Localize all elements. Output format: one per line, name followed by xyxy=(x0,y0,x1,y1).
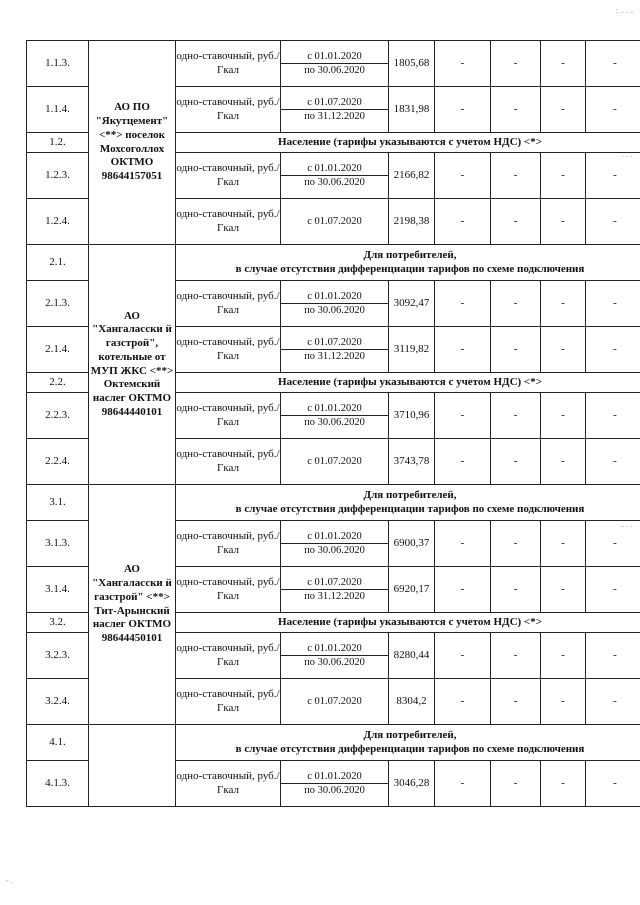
empty-value-cell: - xyxy=(435,679,491,725)
empty-value-cell: - xyxy=(541,521,586,567)
unit-cell: одно-ставочный, руб./Гкал xyxy=(176,41,281,87)
organization-cell: АО ПО "Якутцемент" <**> поселок Мохсоголлох ОКТМО 98644157051 xyxy=(89,41,176,245)
date-range-cell xyxy=(281,439,389,485)
unit-cell: одно-ставочный, руб./Гкал xyxy=(176,567,281,613)
tariff-value-cell: 3710,96 xyxy=(389,393,435,439)
date-range-cell xyxy=(281,87,389,133)
row-number-cell: 2.2.4. xyxy=(27,439,89,485)
organization-cell: АО "Хангаласски й газстрой" <**> Тит-Арынский наслег ОКТМО 98644450101 xyxy=(89,485,176,725)
table-row xyxy=(27,725,640,761)
empty-value-cell: - xyxy=(435,439,491,485)
section-header-line-1: Для потребителей, xyxy=(363,488,457,501)
date-range-cell xyxy=(281,153,389,199)
empty-value-cell: - xyxy=(491,439,541,485)
date-to: по 31.12.2020 xyxy=(281,109,388,123)
empty-value-cell: - xyxy=(491,87,541,133)
section-header-cell: Население (тарифы указываются с учетом НДС) <*> xyxy=(176,613,640,633)
empty-value-cell: - xyxy=(435,567,491,613)
row-number-cell: 4.1. xyxy=(27,725,89,761)
row-number-cell: 1.2. xyxy=(27,133,89,153)
section-header-line-2: в случае отсутствия дифференциации тарифов по схеме подключения xyxy=(235,742,585,755)
empty-value-cell: - xyxy=(435,41,491,87)
tariff-value-cell: 3046,28 xyxy=(389,761,435,807)
empty-value-cell: - xyxy=(435,521,491,567)
row-number-cell: 2.2. xyxy=(27,373,89,393)
date-to: по 30.06.2020 xyxy=(281,63,388,77)
scan-edge-mark: .. . . xyxy=(620,520,632,529)
date-from: с 01.07.2020 xyxy=(307,96,362,108)
row-number-cell: 3.1. xyxy=(27,485,89,521)
row-number-cell: 3.1.4. xyxy=(27,567,89,613)
tariff-value-cell: 3743,78 xyxy=(389,439,435,485)
date-from: с 01.01.2020 xyxy=(307,770,362,782)
tariff-value-cell: 2166,82 xyxy=(389,153,435,199)
unit-cell: одно-ставочный, руб./Гкал xyxy=(176,761,281,807)
tariff-value-cell: 3092,47 xyxy=(389,281,435,327)
empty-value-cell: - xyxy=(491,521,541,567)
unit-cell: одно-ставочный, руб./Гкал xyxy=(176,521,281,567)
empty-value-cell: - xyxy=(586,521,640,567)
empty-value-cell: - xyxy=(541,87,586,133)
date-from: с 01.01.2020 xyxy=(307,530,362,542)
empty-value-cell: - xyxy=(491,327,541,373)
empty-value-cell: - xyxy=(541,393,586,439)
section-header-cell: Население (тарифы указываются с учетом НДС) <*> xyxy=(176,373,640,393)
scan-edge-mark: . . . xyxy=(622,150,632,159)
date-to: по 31.12.2020 xyxy=(281,349,388,363)
date-range-cell xyxy=(281,281,389,327)
section-header-cell: Население (тарифы указываются с учетом НДС) <*> xyxy=(176,133,640,153)
tariff-value-cell: 1805,68 xyxy=(389,41,435,87)
date-from: с 01.01.2020 xyxy=(307,642,362,654)
tariff-value-cell: 6920,17 xyxy=(389,567,435,613)
unit-cell: одно-ставочный, руб./Гкал xyxy=(176,153,281,199)
empty-value-cell: - xyxy=(586,87,640,133)
empty-value-cell: - xyxy=(491,199,541,245)
date-from: с 01.07.2020 xyxy=(307,336,362,348)
empty-value-cell: - xyxy=(491,761,541,807)
date-range-cell xyxy=(281,41,389,87)
unit-cell: одно-ставочный, руб./Гкал xyxy=(176,633,281,679)
date-range-cell xyxy=(281,679,389,725)
row-number-cell: 3.1.3. xyxy=(27,521,89,567)
date-range-cell xyxy=(281,521,389,567)
tariff-value-cell: 6900,37 xyxy=(389,521,435,567)
date-to: по 30.06.2020 xyxy=(281,543,388,557)
unit-cell: одно-ставочный, руб./Гкал xyxy=(176,393,281,439)
date-range-cell xyxy=(281,393,389,439)
scan-edge-mark: - . xyxy=(6,876,13,885)
empty-value-cell: - xyxy=(491,153,541,199)
empty-value-cell: - xyxy=(586,761,640,807)
date-range-cell xyxy=(281,761,389,807)
empty-value-cell: - xyxy=(541,679,586,725)
empty-value-cell: - xyxy=(491,281,541,327)
section-header-cell xyxy=(176,485,640,521)
organization-cell: АО "Хангаласски й газстрой", котельные от МУП ЖКС <**> Октемский наслег ОКТМО 98644440101 xyxy=(89,245,176,485)
empty-value-cell: - xyxy=(435,87,491,133)
empty-value-cell: - xyxy=(435,327,491,373)
empty-value-cell: - xyxy=(541,153,586,199)
row-number-cell: 2.1.4. xyxy=(27,327,89,373)
empty-value-cell: - xyxy=(435,633,491,679)
section-header-line-1: Для потребителей, xyxy=(363,728,457,741)
empty-value-cell: - xyxy=(586,679,640,725)
date-range-cell xyxy=(281,567,389,613)
tariff-table-body xyxy=(27,41,640,807)
empty-value-cell: - xyxy=(491,393,541,439)
unit-cell: одно-ставочный, руб./Гкал xyxy=(176,281,281,327)
empty-value-cell: - xyxy=(586,281,640,327)
date-to: по 30.06.2020 xyxy=(281,303,388,317)
empty-value-cell: - xyxy=(541,199,586,245)
empty-value-cell: - xyxy=(491,679,541,725)
empty-value-cell: - xyxy=(586,393,640,439)
date-range-cell xyxy=(281,327,389,373)
section-header-cell xyxy=(176,725,640,761)
empty-value-cell: - xyxy=(586,633,640,679)
date-range-cell xyxy=(281,633,389,679)
row-number-cell: 1.2.3. xyxy=(27,153,89,199)
empty-value-cell: - xyxy=(541,281,586,327)
organization-cell xyxy=(89,725,176,807)
unit-cell: одно-ставочный, руб./Гкал xyxy=(176,199,281,245)
unit-cell: одно-ставочный, руб./Гкал xyxy=(176,439,281,485)
date-to: по 30.06.2020 xyxy=(281,415,388,429)
empty-value-cell: - xyxy=(586,153,640,199)
empty-value-cell: - xyxy=(541,761,586,807)
row-number-cell: 2.1. xyxy=(27,245,89,281)
empty-value-cell: - xyxy=(541,327,586,373)
empty-value-cell: - xyxy=(541,633,586,679)
date-to: по 30.06.2020 xyxy=(281,175,388,189)
date-from: с 01.01.2020 xyxy=(307,50,362,62)
empty-value-cell: - xyxy=(586,567,640,613)
empty-value-cell: - xyxy=(435,393,491,439)
date-to: по 30.06.2020 xyxy=(281,655,388,669)
empty-value-cell: - xyxy=(586,327,640,373)
row-number-cell: 3.2.3. xyxy=(27,633,89,679)
empty-value-cell: - xyxy=(586,439,640,485)
table-row xyxy=(27,485,640,521)
section-header-cell xyxy=(176,245,640,281)
empty-value-cell: - xyxy=(435,199,491,245)
table-row xyxy=(27,245,640,281)
row-number-cell: 1.2.4. xyxy=(27,199,89,245)
date-from: с 01.01.2020 xyxy=(307,402,362,414)
tariff-table xyxy=(26,40,640,807)
date-from: с 01.07.2020 xyxy=(307,695,362,707)
section-header-line-1: Для потребителей, xyxy=(363,248,457,261)
row-number-cell: 1.1.4. xyxy=(27,87,89,133)
date-from: с 01.07.2020 xyxy=(307,215,362,227)
date-range-cell xyxy=(281,199,389,245)
date-from: с 01.07.2020 xyxy=(307,455,362,467)
unit-cell: одно-ставочный, руб./Гкал xyxy=(176,327,281,373)
empty-value-cell: - xyxy=(541,439,586,485)
tariff-value-cell: 8280,44 xyxy=(389,633,435,679)
tariff-value-cell: 2198,38 xyxy=(389,199,435,245)
scan-edge-mark: : .. . .. xyxy=(615,6,634,15)
tariff-value-cell: 1831,98 xyxy=(389,87,435,133)
section-header-line-2: в случае отсутствия дифференциации тарифов по схеме подключения xyxy=(235,262,585,275)
empty-value-cell: - xyxy=(541,41,586,87)
table-row xyxy=(27,41,640,87)
date-to: по 31.12.2020 xyxy=(281,589,388,603)
empty-value-cell: - xyxy=(586,199,640,245)
empty-value-cell: - xyxy=(435,153,491,199)
date-from: с 01.01.2020 xyxy=(307,290,362,302)
row-number-cell: 2.2.3. xyxy=(27,393,89,439)
unit-cell: одно-ставочный, руб./Гкал xyxy=(176,679,281,725)
date-from: с 01.07.2020 xyxy=(307,576,362,588)
empty-value-cell: - xyxy=(541,567,586,613)
empty-value-cell: - xyxy=(586,41,640,87)
empty-value-cell: - xyxy=(491,633,541,679)
row-number-cell: 1.1.3. xyxy=(27,41,89,87)
empty-value-cell: - xyxy=(435,281,491,327)
tariff-value-cell: 8304,2 xyxy=(389,679,435,725)
row-number-cell: 3.2.4. xyxy=(27,679,89,725)
empty-value-cell: - xyxy=(491,41,541,87)
row-number-cell: 2.1.3. xyxy=(27,281,89,327)
section-header-line-2: в случае отсутствия дифференциации тарифов по схеме подключения xyxy=(235,502,585,515)
date-from: с 01.01.2020 xyxy=(307,162,362,174)
row-number-cell: 4.1.3. xyxy=(27,761,89,807)
tariff-value-cell: 3119,82 xyxy=(389,327,435,373)
unit-cell: одно-ставочный, руб./Гкал xyxy=(176,87,281,133)
empty-value-cell: - xyxy=(491,567,541,613)
row-number-cell: 3.2. xyxy=(27,613,89,633)
empty-value-cell: - xyxy=(435,761,491,807)
date-to: по 30.06.2020 xyxy=(281,783,388,797)
